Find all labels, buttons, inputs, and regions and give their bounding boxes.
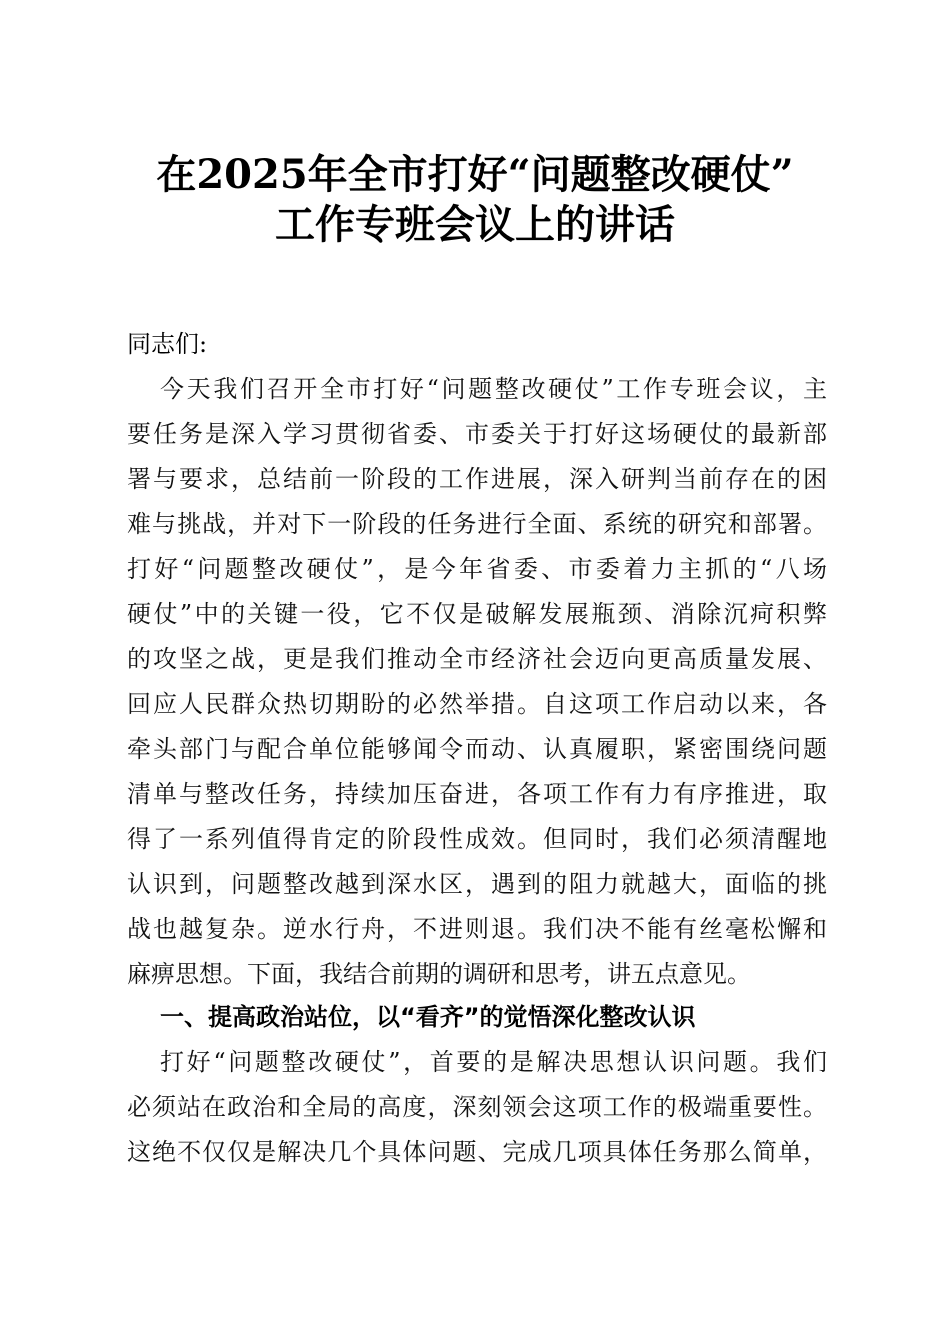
paragraph-line: 必须站在政治和全局的高度，深刻领会这项工作的极端重要性。 — [127, 1093, 827, 1121]
paragraph-line: 回应人民群众热切期盼的必然举措。自这项工作启动以来，各 — [127, 690, 827, 718]
document-title-line-1: 在2025年全市打好“问题整改硬仗” — [156, 151, 794, 198]
salutation: 同志们: — [127, 330, 208, 358]
section-heading-1: 一、提高政治站位，以“看齐”的觉悟深化整改认识 — [160, 1003, 696, 1031]
paragraph-line: 的攻坚之战，更是我们推动全市经济社会迈向更高质量发展、 — [127, 645, 827, 673]
paragraph-line: 得了一系列值得肯定的阶段性成效。但同时，我们必须清醒地 — [127, 825, 827, 853]
document-title-line-2: 工作专班会议上的讲话 — [275, 201, 675, 248]
paragraph-line: 打好“问题整改硬仗”，是今年省委、市委着力主抓的“八场 — [127, 555, 827, 583]
paragraph-line: 这绝不仅仅是解决几个具体问题、完成几项具体任务那么简单， — [127, 1138, 827, 1166]
paragraph-line: 认识到，问题整改越到深水区，遇到的阻力就越大，面临的挑 — [127, 870, 827, 898]
paragraph-line: 硬仗”中的关键一役，它不仅是破解发展瓶颈、消除沉疴积弊 — [127, 600, 827, 628]
paragraph-line: 麻痹思想。下面，我结合前期的调研和思考，讲五点意见。 — [127, 960, 751, 988]
paragraph-line: 要任务是深入学习贯彻省委、市委关于打好这场硬仗的最新部 — [127, 420, 827, 448]
section-1-paragraph — [127, 1040, 827, 1175]
paragraph-line: 清单与整改任务，持续加压奋进，各项工作有力有序推进，取 — [127, 780, 827, 808]
paragraph-line: 难与挑战，并对下一阶段的任务进行全面、系统的研究和部署。 — [127, 510, 827, 538]
paragraph-line: 署与要求，总结前一阶段的工作进展，深入研判当前存在的困 — [127, 465, 827, 493]
paragraph-line: 今天我们召开全市打好“问题整改硬仗”工作专班会议，主 — [160, 375, 827, 403]
paragraph-line: 打好“问题整改硬仗”，首要的是解决思想认识问题。我们 — [160, 1048, 827, 1076]
paragraph-line: 牵头部门与配合单位能够闻令而动、认真履职，紧密围绕问题 — [127, 735, 827, 763]
intro-paragraph — [127, 367, 827, 997]
paragraph-line: 战也越复杂。逆水行舟，不进则退。我们决不能有丝毫松懈和 — [127, 915, 827, 943]
